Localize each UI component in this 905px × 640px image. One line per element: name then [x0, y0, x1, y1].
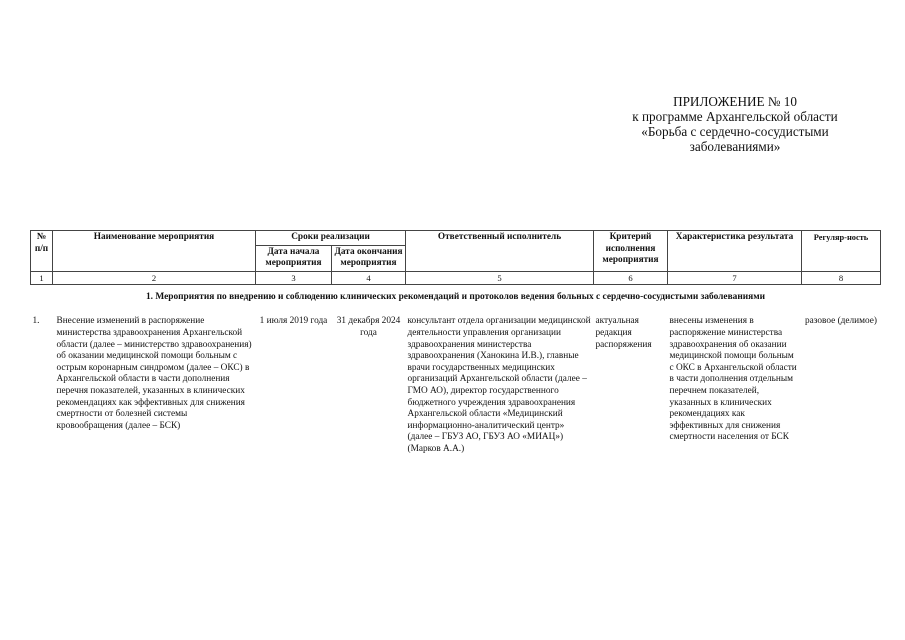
column-number: 1	[31, 271, 53, 284]
appendix-subtitle-line-1: к программе Архангельской области	[632, 109, 838, 124]
header-name: Наименование мероприятия	[53, 231, 256, 272]
column-number: 7	[668, 271, 802, 284]
appendix-header	[610, 94, 860, 154]
column-number: 8	[802, 271, 881, 284]
header-start-date: Дата начала мероприятия	[256, 245, 332, 271]
column-number: 6	[594, 271, 668, 284]
appendix-title: ПРИЛОЖЕНИЕ № 10	[673, 94, 797, 109]
header-regularity: Регуляр-ность	[802, 231, 881, 272]
table-header-row	[31, 231, 881, 246]
column-number: 3	[256, 271, 332, 284]
header-num: № п/п	[31, 231, 53, 272]
appendix-subtitle-line-3: заболеваниями»	[689, 139, 781, 154]
table-row	[31, 312, 881, 455]
activities-table	[30, 230, 881, 456]
header-result: Характеристика результата	[668, 231, 802, 272]
section-title: 1. Мероприятия по внедрению и соблюдению клинических рекомендаций и протоколов ведения больных с сердечно-сосудистыми заболеваниями	[145, 291, 766, 302]
column-number-row	[31, 271, 881, 284]
header-criterion: Критерий исполнения мероприятия	[594, 231, 668, 272]
header-terms: Сроки реализации	[256, 231, 406, 246]
row-regularity: разовое (делимое)	[804, 316, 877, 327]
header-end-date: Дата окончания мероприятия	[332, 245, 406, 271]
row-num: 1.	[32, 316, 40, 327]
header-executor: Ответственный исполнитель	[406, 231, 594, 272]
column-number: 2	[53, 271, 256, 284]
column-number: 4	[332, 271, 406, 284]
section-row	[31, 284, 881, 312]
appendix-subtitle-line-2: «Борьба с сердечно-сосудистыми	[641, 124, 829, 139]
row-criterion: актуальная редакция распоряжения	[595, 316, 652, 350]
row-activity-name: Внесение изменений в распоряжение министерства здравоохранения Архангельской области (далее – министерство здравоохранения) об оказании медицинской помощи больным с острым коронарным синдромом (далее – ОКС) в Архангельской области в части дополнения перечня показателей, указанных в клинических рекомендациях как эффективных для снижения смертности от болезней системы кровообращения (далее – БСК)	[56, 316, 252, 431]
column-number: 5	[406, 271, 594, 284]
row-executor: консультант отдела организации медицинской деятельности управления организации здравоохранения министерства здравоохранения (Ханокина И.В.), главные врачи государственных медицинских организаций Архангельской области (далее – ГМО АО), директор государственного бюджетного учреждения здравоохранения Архангельской области «Медицинский информационно-аналитический центр» (далее – ГБУЗ АО, ГБУЗ АО «МИАЦ») (Марков А.А.)	[407, 316, 591, 454]
row-start-date: 1 июля 2019 года	[259, 316, 328, 327]
row-end-date: 31 декабря 2024 года	[336, 316, 401, 338]
row-result: внесены изменения в распоряжение министерства здравоохранения об оказании медицинской помощи больным с ОКС в Архангельской области в части дополнения отдельным перечнем показателей, указанных в клинических рекомендациях как эффективных для снижения смертности населения от БСК	[669, 316, 797, 443]
